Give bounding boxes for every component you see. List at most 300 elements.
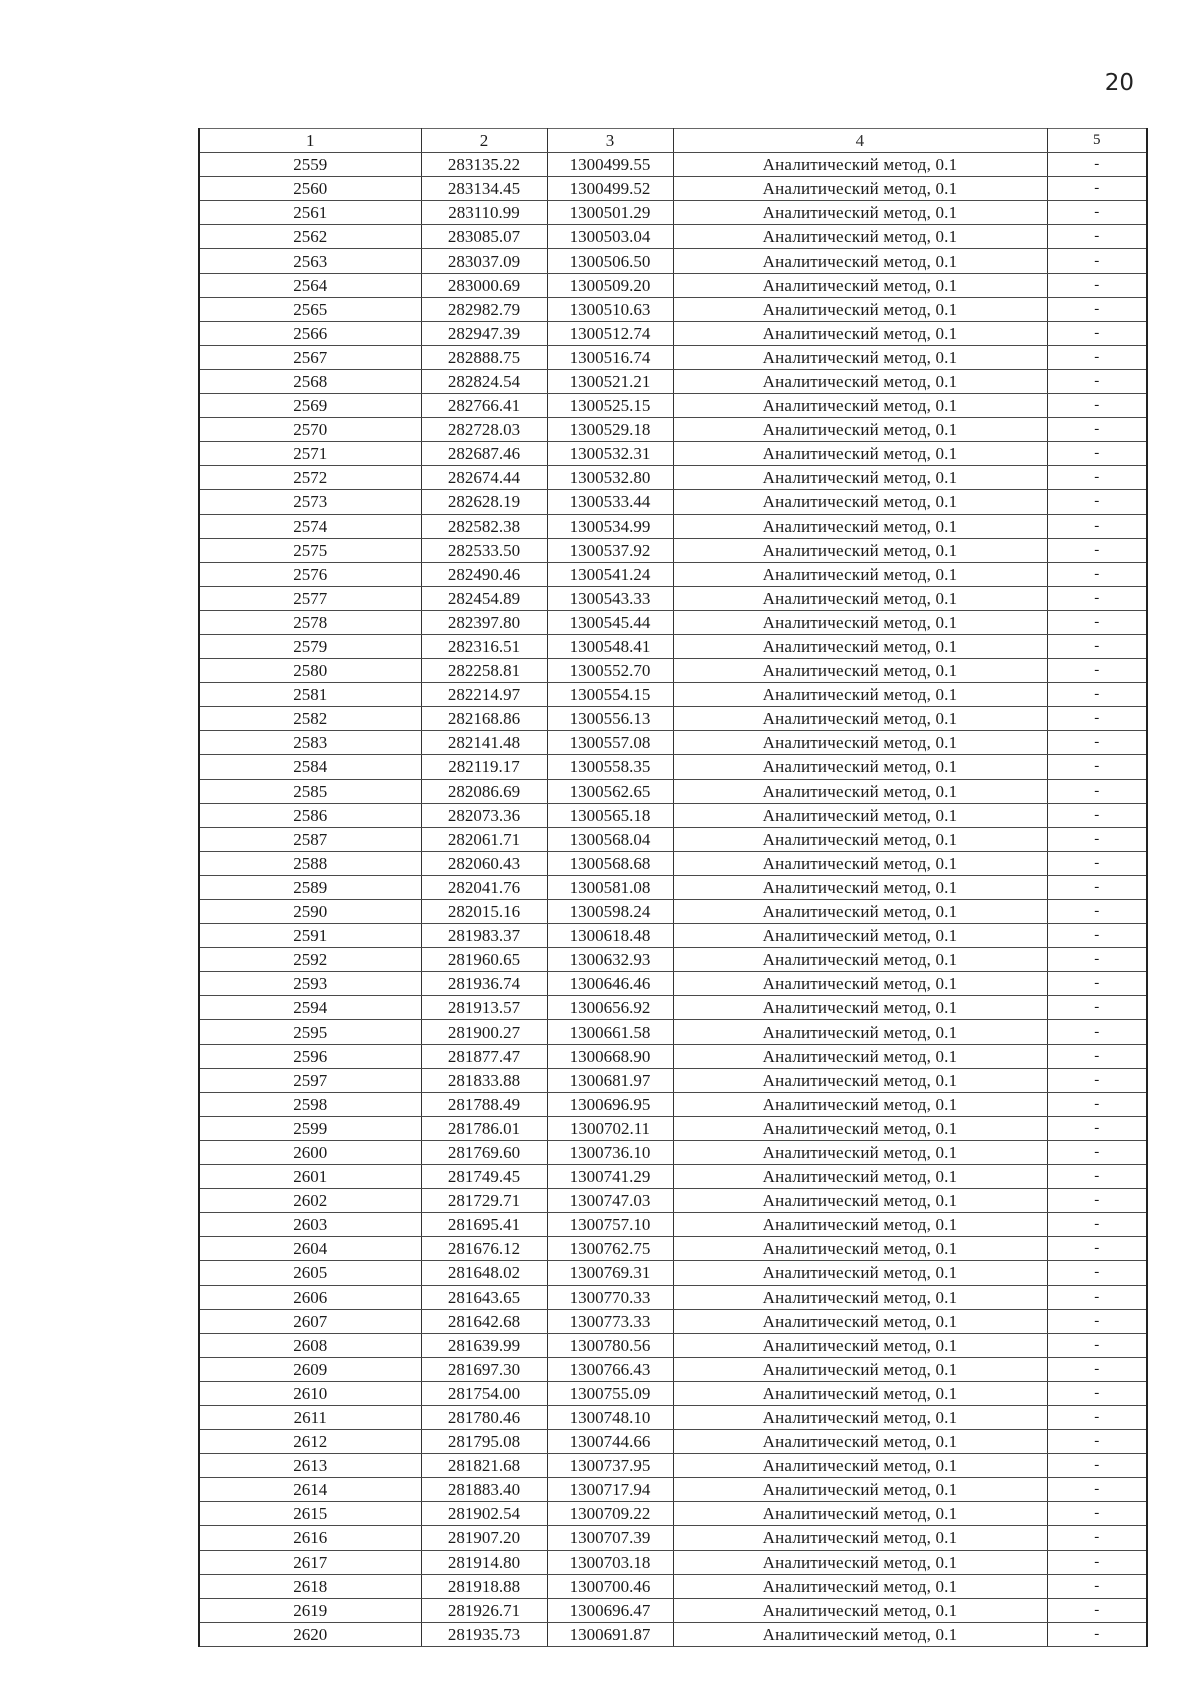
table-row	[199, 562, 1147, 586]
column5-cell: -	[1047, 225, 1147, 249]
table-row	[199, 779, 1147, 803]
table-row	[199, 1454, 1147, 1478]
point-number-cell: 2591	[199, 924, 421, 948]
method-cell: Аналитический метод, 0.1	[673, 1092, 1047, 1116]
x-coordinate-cell: 283085.07	[421, 225, 547, 249]
point-number-cell: 2562	[199, 225, 421, 249]
y-coordinate-cell: 1300748.10	[547, 1405, 673, 1429]
method-cell: Аналитический метод, 0.1	[673, 442, 1047, 466]
x-coordinate-cell: 281639.99	[421, 1333, 547, 1357]
method-cell: Аналитический метод, 0.1	[673, 1189, 1047, 1213]
column5-cell: -	[1047, 1165, 1147, 1189]
x-coordinate-cell: 282316.51	[421, 634, 547, 658]
y-coordinate-cell: 1300696.47	[547, 1598, 673, 1622]
table-row	[199, 369, 1147, 393]
x-coordinate-cell: 282533.50	[421, 538, 547, 562]
method-cell: Аналитический метод, 0.1	[673, 153, 1047, 177]
table-row	[199, 1333, 1147, 1357]
x-coordinate-cell: 282214.97	[421, 683, 547, 707]
table-row	[199, 610, 1147, 634]
point-number-cell: 2608	[199, 1333, 421, 1357]
column5-cell: -	[1047, 466, 1147, 490]
y-coordinate-cell: 1300717.94	[547, 1478, 673, 1502]
x-coordinate-cell: 281983.37	[421, 924, 547, 948]
table-row	[199, 538, 1147, 562]
column5-cell: -	[1047, 1357, 1147, 1381]
table-row	[199, 1044, 1147, 1068]
method-cell: Аналитический метод, 0.1	[673, 1478, 1047, 1502]
table-row	[199, 394, 1147, 418]
method-cell: Аналитический метод, 0.1	[673, 394, 1047, 418]
method-cell: Аналитический метод, 0.1	[673, 321, 1047, 345]
column5-cell: -	[1047, 538, 1147, 562]
point-number-cell: 2583	[199, 731, 421, 755]
table-row	[199, 1622, 1147, 1646]
x-coordinate-cell: 282628.19	[421, 490, 547, 514]
x-coordinate-cell: 281780.46	[421, 1405, 547, 1429]
point-number-cell: 2594	[199, 996, 421, 1020]
method-cell: Аналитический метод, 0.1	[673, 948, 1047, 972]
point-number-cell: 2613	[199, 1454, 421, 1478]
y-coordinate-cell: 1300554.15	[547, 683, 673, 707]
point-number-cell: 2578	[199, 610, 421, 634]
method-cell: Аналитический метод, 0.1	[673, 538, 1047, 562]
method-cell: Аналитический метод, 0.1	[673, 177, 1047, 201]
point-number-cell: 2571	[199, 442, 421, 466]
header-row	[199, 129, 1147, 153]
x-coordinate-cell: 281883.40	[421, 1478, 547, 1502]
y-coordinate-cell: 1300696.95	[547, 1092, 673, 1116]
point-number-cell: 2582	[199, 707, 421, 731]
x-coordinate-cell: 282687.46	[421, 442, 547, 466]
point-number-cell: 2593	[199, 972, 421, 996]
y-coordinate-cell: 1300744.66	[547, 1430, 673, 1454]
point-number-cell: 2585	[199, 779, 421, 803]
x-coordinate-cell: 281926.71	[421, 1598, 547, 1622]
x-coordinate-cell: 281935.73	[421, 1622, 547, 1646]
table-row	[199, 731, 1147, 755]
method-cell: Аналитический метод, 0.1	[673, 369, 1047, 393]
x-coordinate-cell: 281913.57	[421, 996, 547, 1020]
column5-cell: -	[1047, 1092, 1147, 1116]
x-coordinate-cell: 282982.79	[421, 297, 547, 321]
table-row	[199, 1285, 1147, 1309]
method-cell: Аналитический метод, 0.1	[673, 225, 1047, 249]
method-cell: Аналитический метод, 0.1	[673, 297, 1047, 321]
method-cell: Аналитический метод, 0.1	[673, 827, 1047, 851]
point-number-cell: 2565	[199, 297, 421, 321]
column5-cell: -	[1047, 1116, 1147, 1140]
column5-cell: -	[1047, 1140, 1147, 1164]
coordinates-table-container	[198, 128, 1146, 1647]
column5-cell: -	[1047, 1381, 1147, 1405]
method-cell: Аналитический метод, 0.1	[673, 490, 1047, 514]
y-coordinate-cell: 1300598.24	[547, 900, 673, 924]
point-number-cell: 2566	[199, 321, 421, 345]
column5-cell: -	[1047, 1598, 1147, 1622]
x-coordinate-cell: 283135.22	[421, 153, 547, 177]
y-coordinate-cell: 1300548.41	[547, 634, 673, 658]
x-coordinate-cell: 281788.49	[421, 1092, 547, 1116]
y-coordinate-cell: 1300516.74	[547, 345, 673, 369]
column5-cell: -	[1047, 586, 1147, 610]
y-coordinate-cell: 1300533.44	[547, 490, 673, 514]
y-coordinate-cell: 1300529.18	[547, 418, 673, 442]
point-number-cell: 2567	[199, 345, 421, 369]
column5-cell: -	[1047, 707, 1147, 731]
column5-cell: -	[1047, 273, 1147, 297]
column5-cell: -	[1047, 1502, 1147, 1526]
point-number-cell: 2620	[199, 1622, 421, 1646]
point-number-cell: 2590	[199, 900, 421, 924]
y-coordinate-cell: 1300618.48	[547, 924, 673, 948]
method-cell: Аналитический метод, 0.1	[673, 345, 1047, 369]
y-coordinate-cell: 1300558.35	[547, 755, 673, 779]
y-coordinate-cell: 1300568.04	[547, 827, 673, 851]
table-row	[199, 659, 1147, 683]
y-coordinate-cell: 1300581.08	[547, 875, 673, 899]
x-coordinate-cell: 282490.46	[421, 562, 547, 586]
y-coordinate-cell: 1300556.13	[547, 707, 673, 731]
point-number-cell: 2617	[199, 1550, 421, 1574]
point-number-cell: 2607	[199, 1309, 421, 1333]
y-coordinate-cell: 1300741.29	[547, 1165, 673, 1189]
column5-cell: -	[1047, 153, 1147, 177]
y-coordinate-cell: 1300499.52	[547, 177, 673, 201]
column5-cell: -	[1047, 1405, 1147, 1429]
column5-cell: -	[1047, 1333, 1147, 1357]
column5-cell: -	[1047, 1430, 1147, 1454]
table-row	[199, 273, 1147, 297]
x-coordinate-cell: 283134.45	[421, 177, 547, 201]
column5-cell: -	[1047, 1020, 1147, 1044]
y-coordinate-cell: 1300681.97	[547, 1068, 673, 1092]
method-cell: Аналитический метод, 0.1	[673, 1622, 1047, 1646]
table-row	[199, 803, 1147, 827]
y-coordinate-cell: 1300773.33	[547, 1309, 673, 1333]
point-number-cell: 2584	[199, 755, 421, 779]
x-coordinate-cell: 281900.27	[421, 1020, 547, 1044]
column5-cell: -	[1047, 1237, 1147, 1261]
table-row	[199, 707, 1147, 731]
point-number-cell: 2561	[199, 201, 421, 225]
y-coordinate-cell: 1300668.90	[547, 1044, 673, 1068]
y-coordinate-cell: 1300512.74	[547, 321, 673, 345]
x-coordinate-cell: 281754.00	[421, 1381, 547, 1405]
x-coordinate-cell: 281697.30	[421, 1357, 547, 1381]
column5-cell: -	[1047, 1309, 1147, 1333]
x-coordinate-cell: 281877.47	[421, 1044, 547, 1068]
point-number-cell: 2589	[199, 875, 421, 899]
x-coordinate-cell: 281821.68	[421, 1454, 547, 1478]
column5-cell: -	[1047, 490, 1147, 514]
method-cell: Аналитический метод, 0.1	[673, 1020, 1047, 1044]
header-cell-3: 3	[547, 129, 673, 153]
table-row	[199, 1574, 1147, 1598]
header-cell-2: 2	[421, 129, 547, 153]
column5-cell: -	[1047, 827, 1147, 851]
point-number-cell: 2559	[199, 153, 421, 177]
column5-cell: -	[1047, 683, 1147, 707]
x-coordinate-cell: 282141.48	[421, 731, 547, 755]
method-cell: Аналитический метод, 0.1	[673, 851, 1047, 875]
point-number-cell: 2611	[199, 1405, 421, 1429]
x-coordinate-cell: 281648.02	[421, 1261, 547, 1285]
y-coordinate-cell: 1300703.18	[547, 1550, 673, 1574]
header-cell-5: 5	[1047, 129, 1147, 153]
point-number-cell: 2605	[199, 1261, 421, 1285]
column5-cell: -	[1047, 755, 1147, 779]
x-coordinate-cell: 282086.69	[421, 779, 547, 803]
x-coordinate-cell: 281749.45	[421, 1165, 547, 1189]
table-row	[199, 225, 1147, 249]
method-cell: Аналитический метод, 0.1	[673, 1526, 1047, 1550]
x-coordinate-cell: 281907.20	[421, 1526, 547, 1550]
x-coordinate-cell: 283037.09	[421, 249, 547, 273]
point-number-cell: 2569	[199, 394, 421, 418]
point-number-cell: 2603	[199, 1213, 421, 1237]
method-cell: Аналитический метод, 0.1	[673, 731, 1047, 755]
y-coordinate-cell: 1300541.24	[547, 562, 673, 586]
point-number-cell: 2586	[199, 803, 421, 827]
method-cell: Аналитический метод, 0.1	[673, 1261, 1047, 1285]
x-coordinate-cell: 282119.17	[421, 755, 547, 779]
method-cell: Аналитический метод, 0.1	[673, 1405, 1047, 1429]
y-coordinate-cell: 1300506.50	[547, 249, 673, 273]
method-cell: Аналитический метод, 0.1	[673, 1381, 1047, 1405]
point-number-cell: 2602	[199, 1189, 421, 1213]
method-cell: Аналитический метод, 0.1	[673, 779, 1047, 803]
table-row	[199, 586, 1147, 610]
column5-cell: -	[1047, 1044, 1147, 1068]
coordinates-table	[198, 128, 1148, 1647]
method-cell: Аналитический метод, 0.1	[673, 201, 1047, 225]
point-number-cell: 2588	[199, 851, 421, 875]
method-cell: Аналитический метод, 0.1	[673, 1333, 1047, 1357]
column5-cell: -	[1047, 1454, 1147, 1478]
y-coordinate-cell: 1300757.10	[547, 1213, 673, 1237]
column5-cell: -	[1047, 562, 1147, 586]
table-row	[199, 297, 1147, 321]
point-number-cell: 2577	[199, 586, 421, 610]
y-coordinate-cell: 1300737.95	[547, 1454, 673, 1478]
method-cell: Аналитический метод, 0.1	[673, 1237, 1047, 1261]
table-row	[199, 345, 1147, 369]
x-coordinate-cell: 281695.41	[421, 1213, 547, 1237]
table-row	[199, 514, 1147, 538]
y-coordinate-cell: 1300532.80	[547, 466, 673, 490]
y-coordinate-cell: 1300503.04	[547, 225, 673, 249]
column5-cell: -	[1047, 875, 1147, 899]
point-number-cell: 2595	[199, 1020, 421, 1044]
column5-cell: -	[1047, 1068, 1147, 1092]
point-number-cell: 2576	[199, 562, 421, 586]
column5-cell: -	[1047, 442, 1147, 466]
column5-cell: -	[1047, 177, 1147, 201]
column5-cell: -	[1047, 610, 1147, 634]
page-number: 20	[1104, 70, 1134, 96]
method-cell: Аналитический метод, 0.1	[673, 418, 1047, 442]
point-number-cell: 2604	[199, 1237, 421, 1261]
y-coordinate-cell: 1300545.44	[547, 610, 673, 634]
point-number-cell: 2574	[199, 514, 421, 538]
y-coordinate-cell: 1300656.92	[547, 996, 673, 1020]
x-coordinate-cell: 281902.54	[421, 1502, 547, 1526]
x-coordinate-cell: 281642.68	[421, 1309, 547, 1333]
column5-cell: -	[1047, 779, 1147, 803]
y-coordinate-cell: 1300534.99	[547, 514, 673, 538]
table-row	[199, 442, 1147, 466]
x-coordinate-cell: 281643.65	[421, 1285, 547, 1309]
table-row	[199, 1213, 1147, 1237]
method-cell: Аналитический метод, 0.1	[673, 755, 1047, 779]
table-row	[199, 1116, 1147, 1140]
column5-cell: -	[1047, 972, 1147, 996]
column5-cell: -	[1047, 1285, 1147, 1309]
method-cell: Аналитический метод, 0.1	[673, 1309, 1047, 1333]
point-number-cell: 2619	[199, 1598, 421, 1622]
method-cell: Аналитический метод, 0.1	[673, 659, 1047, 683]
point-number-cell: 2610	[199, 1381, 421, 1405]
column5-cell: -	[1047, 803, 1147, 827]
x-coordinate-cell: 282060.43	[421, 851, 547, 875]
x-coordinate-cell: 281833.88	[421, 1068, 547, 1092]
y-coordinate-cell: 1300766.43	[547, 1357, 673, 1381]
table-row	[199, 1068, 1147, 1092]
x-coordinate-cell: 281960.65	[421, 948, 547, 972]
table-row	[199, 1502, 1147, 1526]
x-coordinate-cell: 281936.74	[421, 972, 547, 996]
x-coordinate-cell: 282947.39	[421, 321, 547, 345]
x-coordinate-cell: 281795.08	[421, 1430, 547, 1454]
table-row	[199, 1165, 1147, 1189]
column5-cell: -	[1047, 1261, 1147, 1285]
method-cell: Аналитический метод, 0.1	[673, 562, 1047, 586]
point-number-cell: 2606	[199, 1285, 421, 1309]
table-row	[199, 1357, 1147, 1381]
y-coordinate-cell: 1300762.75	[547, 1237, 673, 1261]
point-number-cell: 2575	[199, 538, 421, 562]
y-coordinate-cell: 1300501.29	[547, 201, 673, 225]
table-row	[199, 177, 1147, 201]
method-cell: Аналитический метод, 0.1	[673, 1285, 1047, 1309]
table-row	[199, 924, 1147, 948]
column5-cell: -	[1047, 418, 1147, 442]
y-coordinate-cell: 1300537.92	[547, 538, 673, 562]
x-coordinate-cell: 281786.01	[421, 1116, 547, 1140]
table-row	[199, 1598, 1147, 1622]
table-row	[199, 634, 1147, 658]
method-cell: Аналитический метод, 0.1	[673, 683, 1047, 707]
column5-cell: -	[1047, 731, 1147, 755]
column5-cell: -	[1047, 1622, 1147, 1646]
point-number-cell: 2568	[199, 369, 421, 393]
x-coordinate-cell: 283110.99	[421, 201, 547, 225]
x-coordinate-cell: 282888.75	[421, 345, 547, 369]
column5-cell: -	[1047, 996, 1147, 1020]
x-coordinate-cell: 281676.12	[421, 1237, 547, 1261]
point-number-cell: 2587	[199, 827, 421, 851]
x-coordinate-cell: 282824.54	[421, 369, 547, 393]
table-row	[199, 1430, 1147, 1454]
y-coordinate-cell: 1300747.03	[547, 1189, 673, 1213]
x-coordinate-cell: 282582.38	[421, 514, 547, 538]
point-number-cell: 2598	[199, 1092, 421, 1116]
y-coordinate-cell: 1300770.33	[547, 1285, 673, 1309]
method-cell: Аналитический метод, 0.1	[673, 1213, 1047, 1237]
table-row	[199, 1309, 1147, 1333]
table-row	[199, 466, 1147, 490]
method-cell: Аналитический метод, 0.1	[673, 1598, 1047, 1622]
method-cell: Аналитический метод, 0.1	[673, 1357, 1047, 1381]
x-coordinate-cell: 281918.88	[421, 1574, 547, 1598]
method-cell: Аналитический метод, 0.1	[673, 514, 1047, 538]
point-number-cell: 2600	[199, 1140, 421, 1164]
point-number-cell: 2563	[199, 249, 421, 273]
y-coordinate-cell: 1300521.21	[547, 369, 673, 393]
table-row	[199, 321, 1147, 345]
y-coordinate-cell: 1300565.18	[547, 803, 673, 827]
x-coordinate-cell: 282258.81	[421, 659, 547, 683]
table-row	[199, 1189, 1147, 1213]
x-coordinate-cell: 282397.80	[421, 610, 547, 634]
column5-cell: -	[1047, 1189, 1147, 1213]
point-number-cell: 2580	[199, 659, 421, 683]
x-coordinate-cell: 283000.69	[421, 273, 547, 297]
column5-cell: -	[1047, 249, 1147, 273]
table-row	[199, 1381, 1147, 1405]
x-coordinate-cell: 282073.36	[421, 803, 547, 827]
y-coordinate-cell: 1300499.55	[547, 153, 673, 177]
table-row	[199, 490, 1147, 514]
table-row	[199, 755, 1147, 779]
column5-cell: -	[1047, 394, 1147, 418]
y-coordinate-cell: 1300769.31	[547, 1261, 673, 1285]
table-row	[199, 996, 1147, 1020]
table-row	[199, 249, 1147, 273]
x-coordinate-cell: 282728.03	[421, 418, 547, 442]
y-coordinate-cell: 1300632.93	[547, 948, 673, 972]
method-cell: Аналитический метод, 0.1	[673, 1140, 1047, 1164]
x-coordinate-cell: 282766.41	[421, 394, 547, 418]
y-coordinate-cell: 1300755.09	[547, 1381, 673, 1405]
x-coordinate-cell: 282168.86	[421, 707, 547, 731]
table-row	[199, 1140, 1147, 1164]
y-coordinate-cell: 1300543.33	[547, 586, 673, 610]
column5-cell: -	[1047, 1526, 1147, 1550]
table-row	[199, 1405, 1147, 1429]
x-coordinate-cell: 282015.16	[421, 900, 547, 924]
x-coordinate-cell: 282061.71	[421, 827, 547, 851]
column5-cell: -	[1047, 321, 1147, 345]
table-row	[199, 900, 1147, 924]
x-coordinate-cell: 282041.76	[421, 875, 547, 899]
table-row	[199, 827, 1147, 851]
method-cell: Аналитический метод, 0.1	[673, 1430, 1047, 1454]
x-coordinate-cell: 282454.89	[421, 586, 547, 610]
table-body	[199, 129, 1147, 1647]
table-row	[199, 875, 1147, 899]
table-row	[199, 1237, 1147, 1261]
y-coordinate-cell: 1300510.63	[547, 297, 673, 321]
table-row	[199, 1550, 1147, 1574]
column5-cell: -	[1047, 948, 1147, 972]
point-number-cell: 2572	[199, 466, 421, 490]
y-coordinate-cell: 1300702.11	[547, 1116, 673, 1140]
column5-cell: -	[1047, 369, 1147, 393]
x-coordinate-cell: 281769.60	[421, 1140, 547, 1164]
column5-cell: -	[1047, 1550, 1147, 1574]
